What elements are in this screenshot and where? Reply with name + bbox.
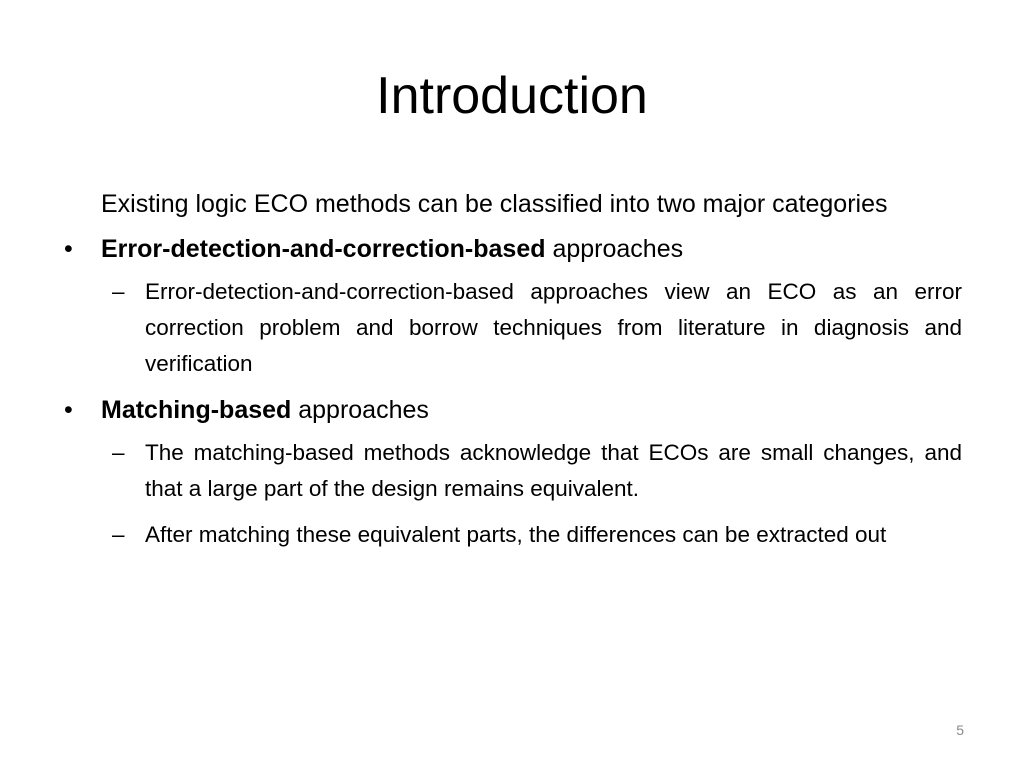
sub-bullet-item bbox=[60, 435, 962, 507]
bullet-text: approaches bbox=[545, 235, 684, 263]
bullet-item bbox=[60, 231, 962, 268]
slide-title: Introduction bbox=[376, 67, 648, 125]
bullet-marker: • bbox=[64, 235, 73, 263]
bullet-bold-text: Matching-based bbox=[101, 396, 292, 424]
bullet-bold-text: Error-detection-and-correction-based bbox=[101, 235, 546, 263]
bullet-marker: • bbox=[64, 396, 73, 424]
bullet-item bbox=[60, 392, 962, 429]
sub-bullet-marker: – bbox=[112, 522, 125, 547]
intro-paragraph: Existing logic ECO methods can be classified into two major categories bbox=[101, 190, 888, 218]
sub-bullet-text: Error-detection-and-correction-based approaches view an ECO as an error correction problem and borrow techniques from literature in diagnosis and verification bbox=[145, 279, 962, 376]
sub-bullet-item bbox=[60, 274, 962, 382]
bullet-text: approaches bbox=[291, 396, 429, 424]
page-number: 5 bbox=[956, 722, 964, 738]
slide-content bbox=[60, 186, 962, 563]
sub-bullet-text: After matching these equivalent parts, the differences can be extracted out bbox=[145, 522, 887, 547]
sub-bullet-item bbox=[60, 517, 962, 553]
sub-bullet-marker: – bbox=[112, 279, 125, 304]
sub-bullet-text: The matching-based methods acknowledge that ECOs are small changes, and that a large part of the design remains equivalent. bbox=[145, 440, 962, 501]
sub-bullet-marker: – bbox=[112, 440, 125, 465]
